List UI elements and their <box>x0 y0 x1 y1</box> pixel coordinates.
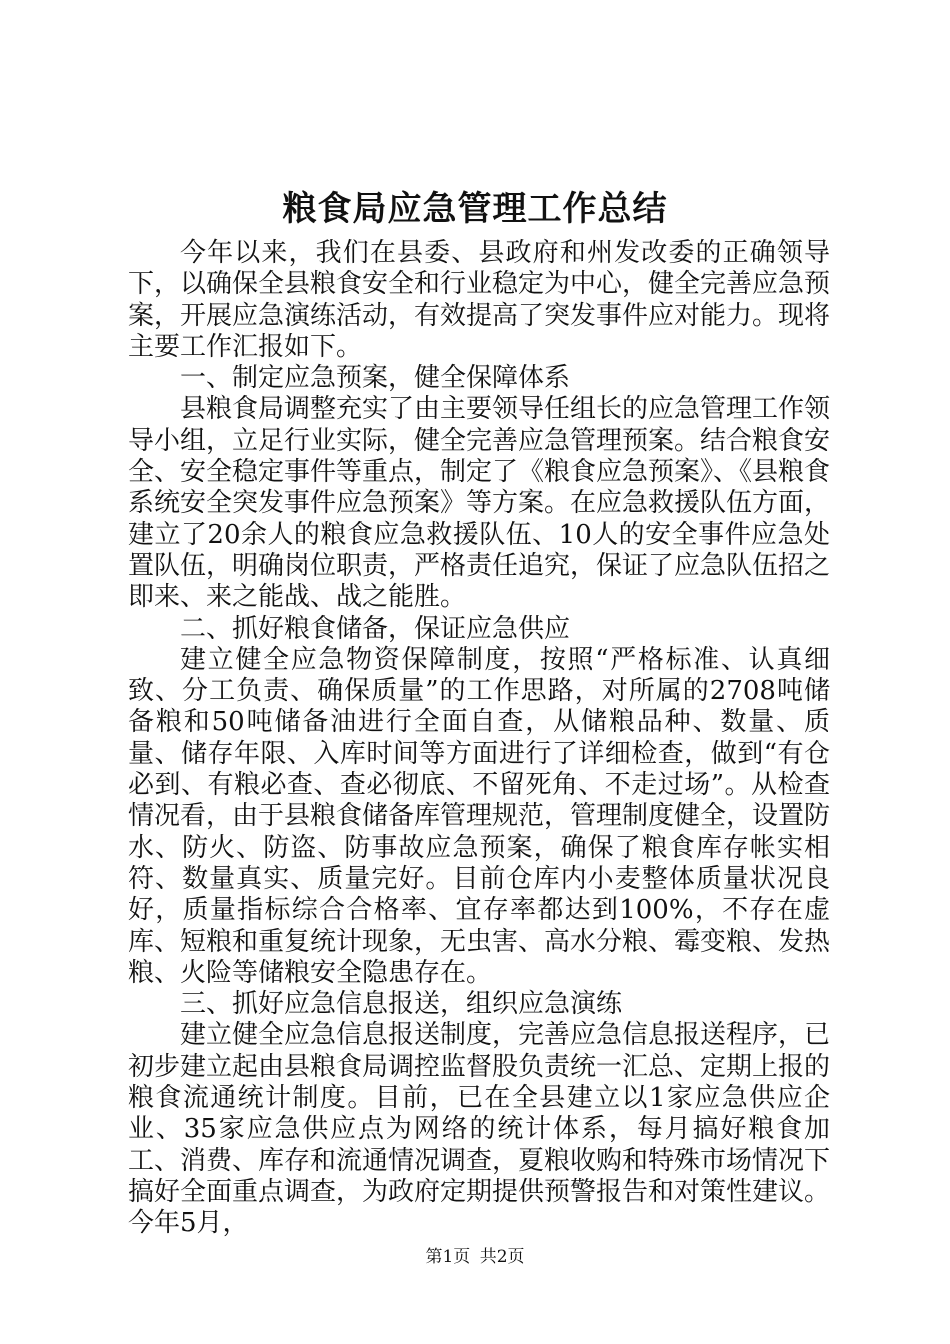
section-heading-3: 三、抓好应急信息报送，组织应急演练 <box>180 989 623 1020</box>
page-footer <box>0 1246 950 1268</box>
section-heading-2: 二、抓好粮食储备，保证应急供应 <box>180 613 571 644</box>
page-number-current: 第1页 <box>425 1247 471 1267</box>
document-title: 粮食局应急管理工作总结 <box>282 189 668 229</box>
page-number-total: 共2页 <box>479 1247 525 1267</box>
intro-paragraph: 今年以来，我们在县委、县政府和州发改委的正确领导下，以确保全县粮食安全和行业稳定为中心，健全完善应急预案，开展应急演练活动，有效提高了突发事件应对能力。现将主要工作汇报如下。 <box>128 238 831 362</box>
section-heading-1: 一、制定应急预案，健全保障体系 <box>180 363 571 394</box>
section-2-paragraph: 建立健全应急物资保障制度，按照“严格标准、认真细致、分工负责、确保质量”的工作思路，对所属的2708吨储备粮和50吨储备油进行全面自查，从储粮品种、数量、质量、储存年限、入库时间等方面进行了详细检查，做到“有仓必到、有粮必查、查必彻底、不留死角、不走过场”。从检查情况看，由于县粮食储备库管理规范，管理制度健全，设置防水、防火、防盗、防事故应急预案，确保了粮食库存帐实相符、数量真实、质量完好。目前仓库内小麦整体质量状况良好，质量指标综合合格率、宜存率都达到100%，不存在虚库、短粮和重复统计现象，无虫害、高水分粮、霉变粮、发热粮、火险等储粮安全隐患存在。 <box>128 644 831 988</box>
section-1-paragraph: 县粮食局调整充实了由主要领导任组长的应急管理工作领导小组，立足行业实际，健全完善应急管理预案。结合粮食安全、安全稳定事件等重点，制定了《粮食应急预案》、《县粮食系统安全突发事件应急预案》等方案。在应急救援队伍方面，建立了20余人的粮食应急救援队伍、10人的安全事件应急处置队伍，明确岗位职责，严格责任追究，保证了应急队伍招之即来、来之能战、战之能胜。 <box>128 394 831 613</box>
section-3-paragraph: 建立健全应急信息报送制度，完善应急信息报送程序，已初步建立起由县粮食局调控监督股负责统一汇总、定期上报的粮食流通统计制度。目前，已在全县建立以1家应急供应企业、35家应急供应点为网络的统计体系，每月搞好粮食加工、消费、库存和流通情况调查，夏粮收购和特殊市场情况下搞好全面重点调查，为政府定期提供预警报告和对策性建议。今年5月， <box>128 1020 831 1239</box>
document-body <box>128 238 830 1240</box>
